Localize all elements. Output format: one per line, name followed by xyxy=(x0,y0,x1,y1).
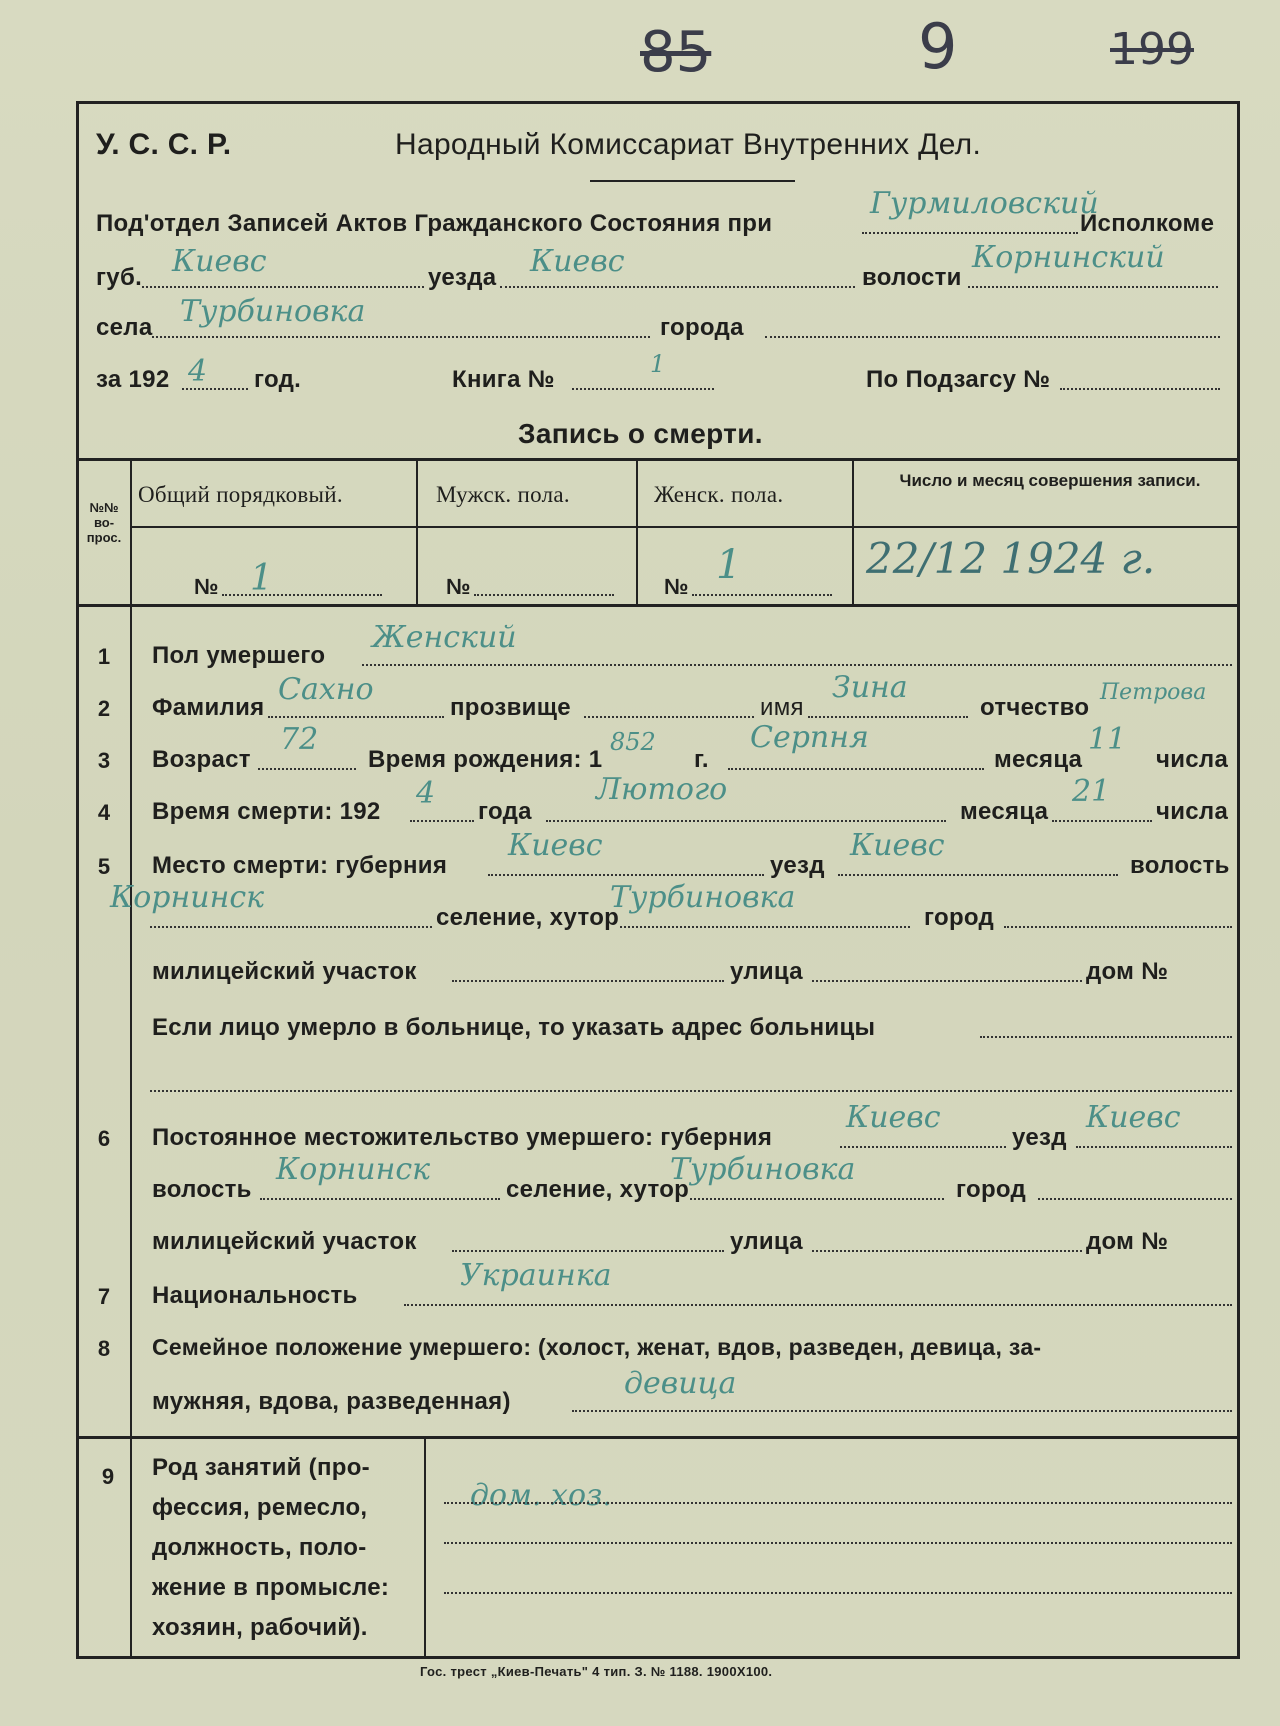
death-year-label: года xyxy=(478,798,532,825)
residence-uezd-line xyxy=(1076,1146,1232,1148)
row-3-number: 3 xyxy=(97,748,111,773)
marital-value: девица xyxy=(624,1366,737,1401)
row-4-number: 4 xyxy=(97,800,111,825)
qnum-column-rule xyxy=(130,604,132,1657)
year-label: за 192 xyxy=(96,366,170,393)
row-5-number: 5 xyxy=(97,854,111,879)
residence-gub-line xyxy=(840,1146,1006,1148)
book-label: Книга № xyxy=(452,366,555,393)
residence-uezd-value: Киевс xyxy=(1086,1100,1181,1135)
place-label: Место смерти: губерния xyxy=(152,852,448,879)
record-title: Запись о смерти. xyxy=(518,418,763,449)
place-village-label: селение, хутор xyxy=(436,904,620,931)
male-header: Мужск. пола. xyxy=(436,482,570,507)
residence-volost-line xyxy=(260,1198,500,1200)
place-gub-line xyxy=(488,874,764,876)
place-city-label: город xyxy=(924,904,995,931)
table-top-rule xyxy=(78,458,1238,461)
book-line xyxy=(572,388,714,390)
place-street-line xyxy=(812,980,1082,982)
place-uezd-label: уезд xyxy=(770,852,825,879)
occupation-label-1: Род занятий (про- xyxy=(152,1454,370,1481)
commissariat-title: Народный Комиссариат Внутренних Дел. xyxy=(395,128,982,161)
col-divider-2 xyxy=(416,458,418,604)
crossed-archive-number: 85 xyxy=(640,20,712,85)
patronymic-value: Петрова xyxy=(1100,680,1207,705)
year-value: 4 xyxy=(188,354,208,389)
female-no: № xyxy=(664,574,689,599)
selo-label: села xyxy=(96,314,153,341)
row-9-number: 9 xyxy=(101,1464,115,1489)
residence-militia-label: милицейский участок xyxy=(152,1228,417,1255)
name-value: Зина xyxy=(832,670,908,705)
birth-month-line xyxy=(728,768,984,770)
place-volost-line xyxy=(150,926,432,928)
record-date-value: 22/12 1924 г. xyxy=(866,534,1156,583)
birth-day-value: 11 xyxy=(1088,722,1127,757)
residence-militia-line xyxy=(452,1250,724,1252)
nickname-line xyxy=(584,716,754,718)
death-month-label: месяца xyxy=(960,798,1049,825)
place-volost-value: Корнинск xyxy=(110,880,265,915)
patronymic-label: отчество xyxy=(980,694,1090,721)
place-uezd-line xyxy=(838,874,1118,876)
place-house-label: дом № xyxy=(1086,958,1169,985)
place-militia-label: милицейский участок xyxy=(152,958,417,985)
executive-label: Исполкоме xyxy=(1080,210,1215,237)
table-mid-rule xyxy=(130,526,1238,528)
hospital-line-2 xyxy=(150,1090,1232,1092)
place-gub-value: Киевс xyxy=(508,828,603,863)
birth-month-value: Серпня xyxy=(750,720,869,755)
table-bottom-rule xyxy=(78,604,1238,607)
occupation-line-3 xyxy=(444,1592,1232,1594)
death-day-line xyxy=(1052,820,1152,822)
subdept-value: Гурмиловский xyxy=(870,186,1099,221)
male-no: № xyxy=(446,574,471,599)
gub-line xyxy=(142,286,424,288)
surname-line xyxy=(268,716,444,718)
general-no-line xyxy=(222,594,382,596)
marital-line xyxy=(572,1410,1232,1412)
marital-label-line1: Семейное положение умершего: (холост, женат, вдов, разведен, девица, за- xyxy=(152,1334,1042,1360)
residence-label: Постоянное местожительство умершего: губерния xyxy=(152,1124,773,1151)
residence-village-line xyxy=(690,1198,944,1200)
row-7-number: 7 xyxy=(97,1284,111,1309)
date-header: Число и месяц совершения записи. xyxy=(899,471,1201,490)
subregistry-line xyxy=(1060,388,1220,390)
residence-city-line xyxy=(1038,1198,1232,1200)
residence-street-label: улица xyxy=(730,1228,803,1255)
row-1-number: 1 xyxy=(97,644,111,669)
residence-gub-value: Киевс xyxy=(846,1100,941,1135)
residence-village-value: Турбиновка xyxy=(670,1152,856,1187)
name-line xyxy=(808,716,968,718)
marital-label-line2: мужняя, вдова, разведенная) xyxy=(152,1388,511,1415)
volost-label: волости xyxy=(862,264,962,291)
nationality-line xyxy=(404,1304,1232,1306)
subregistry-label: По Подзагсу № xyxy=(866,366,1051,393)
place-volost-label: волость xyxy=(1130,852,1230,879)
place-village-value: Турбиновка xyxy=(610,880,796,915)
col-divider-1 xyxy=(130,458,132,604)
occupation-label-5: хозяин, рабочий). xyxy=(152,1614,368,1641)
nationality-label: Национальность xyxy=(152,1282,358,1309)
sex-value: Женский xyxy=(372,620,517,655)
volost-value: Корнинский xyxy=(972,240,1165,275)
age-line xyxy=(258,768,356,770)
row-6-number: 6 xyxy=(97,1126,111,1151)
subdept-label: Под'отдел Записей Актов Гражданского Состояния при xyxy=(96,210,773,237)
death-day-value: 21 xyxy=(1072,774,1111,809)
age-value: 72 xyxy=(280,722,319,757)
gub-value: Киевс xyxy=(172,244,267,279)
occupation-value: дом. хоз. xyxy=(470,1478,612,1513)
uezd-label: уезда xyxy=(428,264,497,291)
birth-month-label: месяца xyxy=(994,746,1083,773)
birth-day-label: числа xyxy=(1156,746,1229,773)
residence-volost-value: Корнинск xyxy=(276,1152,431,1187)
female-header: Женск. пола. xyxy=(654,482,784,507)
place-uezd-value: Киевс xyxy=(850,828,945,863)
death-month-line xyxy=(546,820,946,822)
row-9-top-rule xyxy=(78,1436,1238,1439)
sex-label: Пол умершего xyxy=(152,642,326,669)
surname-value: Сахно xyxy=(278,672,374,707)
place-city-line xyxy=(1004,926,1232,928)
gorod-line xyxy=(765,336,1220,338)
birth-g-label: г. xyxy=(694,746,709,773)
residence-house-label: дом № xyxy=(1086,1228,1169,1255)
male-no-line xyxy=(474,594,614,596)
birth-label: Время рождения: 1 xyxy=(368,746,603,773)
residence-village-label: селение, хутор xyxy=(506,1176,690,1203)
nationality-value: Украинка xyxy=(460,1258,612,1293)
occupation-label-3: должность, поло- xyxy=(152,1534,367,1561)
sheet-number: 9 xyxy=(918,10,958,83)
general-no: № xyxy=(194,574,219,599)
hospital-line-1 xyxy=(980,1036,1232,1038)
gorod-label: города xyxy=(660,314,744,341)
female-no-line xyxy=(692,594,832,596)
col-divider-4 xyxy=(852,458,854,604)
occupation-label-4: жение в промысле: xyxy=(152,1574,390,1601)
volost-line xyxy=(968,286,1218,288)
hospital-label: Если лицо умерло в больнице, то указать адрес больницы xyxy=(152,1014,876,1041)
occupation-label-2: фессия, ремесло, xyxy=(152,1494,368,1521)
place-militia-line xyxy=(452,980,724,982)
place-street-label: улица xyxy=(730,958,803,985)
death-year-value: 4 xyxy=(416,776,436,811)
reference-number: 199 xyxy=(1110,24,1194,75)
occupation-line-2 xyxy=(444,1542,1232,1544)
death-month-value: Лютого xyxy=(596,772,728,807)
uezd-value: Киевс xyxy=(530,244,625,279)
row-9-divider xyxy=(424,1436,426,1657)
residence-volost-label: волость xyxy=(152,1176,252,1203)
death-day-label: числа xyxy=(1156,798,1229,825)
title-underline xyxy=(590,180,795,182)
residence-street-line xyxy=(812,1250,1082,1252)
residence-city-label: город xyxy=(956,1176,1027,1203)
name-label: имя xyxy=(760,694,804,721)
residence-uezd-label: уезд xyxy=(1012,1124,1067,1151)
sex-line xyxy=(362,664,1232,666)
death-year-line xyxy=(410,820,474,822)
row-8-number: 8 xyxy=(97,1336,111,1361)
nickname-label: прозвище xyxy=(450,694,571,721)
general-no-value: 1 xyxy=(250,558,273,599)
row-2-number: 2 xyxy=(97,696,111,721)
year-suffix: год. xyxy=(254,366,302,393)
republic-title: У. С. С. Р. xyxy=(96,128,232,161)
uezd-line xyxy=(500,286,855,288)
print-imprint: Гос. трест „Киев-Печать" 4 тип. З. № 1188. 1900Х100. xyxy=(420,1664,773,1679)
place-village-line xyxy=(620,926,910,928)
birth-year-value: 852 xyxy=(610,728,656,756)
general-header: Общий порядковый. xyxy=(138,482,343,507)
book-value: 1 xyxy=(650,350,666,378)
col-divider-3 xyxy=(636,458,638,604)
selo-line xyxy=(152,336,650,338)
selo-value: Турбиновка xyxy=(180,294,366,329)
gub-label: губ. xyxy=(96,264,143,291)
occupation-line-1 xyxy=(444,1502,1232,1504)
female-no-value: 1 xyxy=(716,542,742,588)
surname-label: Фамилия xyxy=(152,694,265,721)
qnum-header: №№ во-прос. xyxy=(86,500,122,545)
death-label: Время смерти: 192 xyxy=(152,798,381,825)
age-label: Возраст xyxy=(152,746,251,773)
subdept-line xyxy=(862,232,1078,234)
